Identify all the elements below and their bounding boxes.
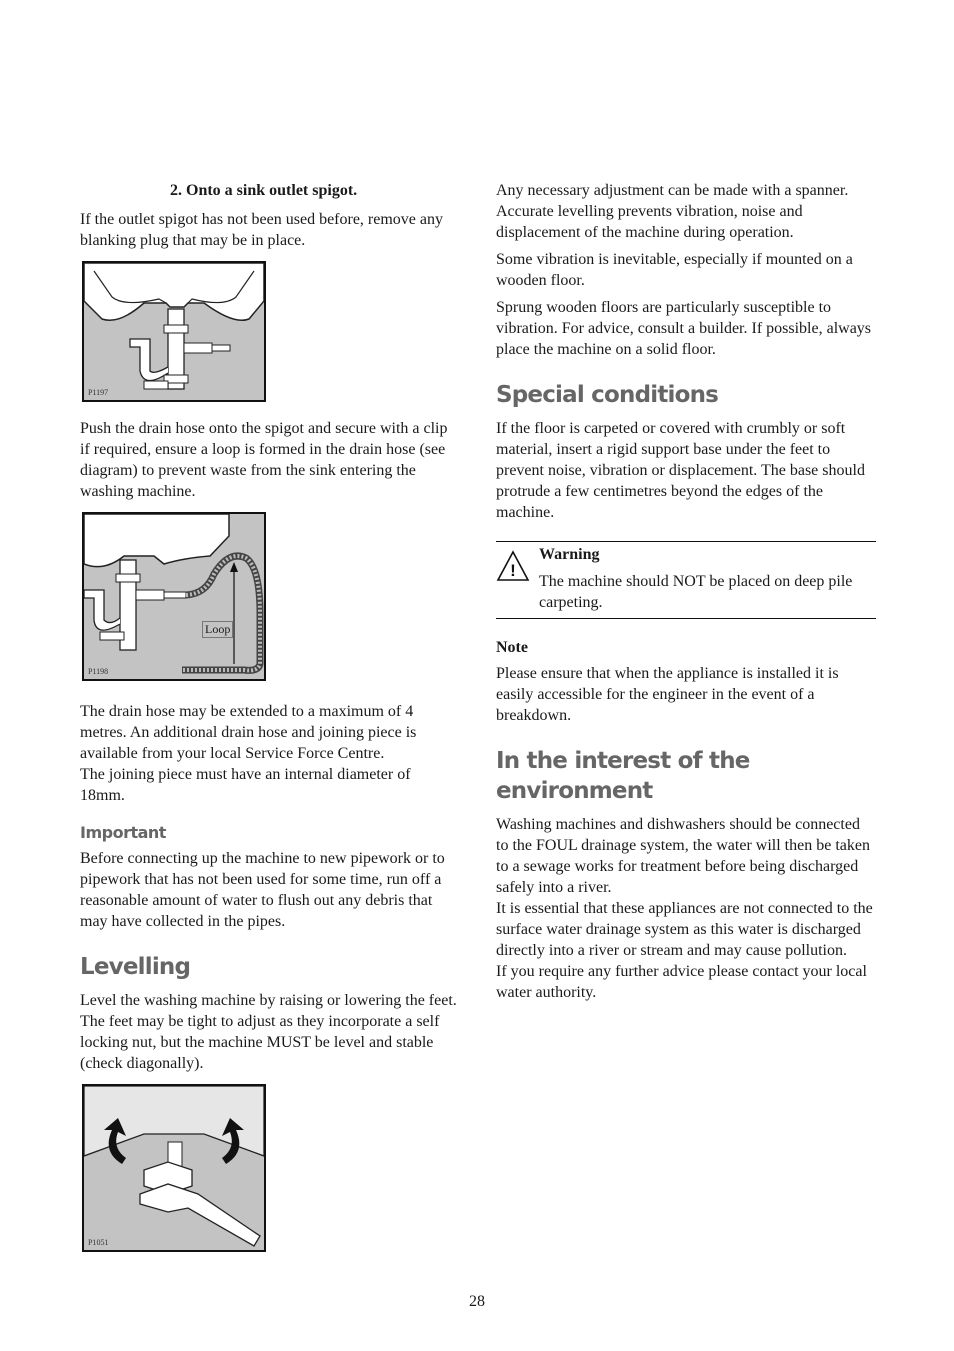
page-number: 28 xyxy=(469,1293,485,1310)
environment-paragraph-2: It is essential that these appliances are not connected to the surface water drainage system as this water is discharged directly into a river or stream and may cause pollution. xyxy=(496,900,873,959)
levelling-figure xyxy=(82,1084,266,1252)
loop-label: Loop xyxy=(202,621,233,638)
drain-loop-illustration xyxy=(84,514,264,679)
warning-triangle-icon xyxy=(496,550,530,582)
environment-heading: In the interest of the environment xyxy=(496,748,750,804)
warning-text: The machine should NOT be placed on deep pile carpeting. xyxy=(539,573,853,611)
drain-loop-figure xyxy=(82,512,266,681)
note-title: Note xyxy=(496,639,528,656)
figure-code: P1197 xyxy=(88,388,109,397)
levelling-heading: Levelling xyxy=(80,954,191,980)
spigot-paragraph: If the outlet spigot has not been used before, remove any blanking plug that may be in place. xyxy=(80,211,443,249)
special-conditions-heading: Special conditions xyxy=(496,382,719,408)
levelling-paragraph: Level the washing machine by raising or lowering the feet. The feet may be tight to adjust as they incorporate a self locking nut, but the machine MUST be level and stable (check diagonally). xyxy=(80,992,457,1072)
figure-code: P1051 xyxy=(88,1238,109,1247)
important-heading: Important xyxy=(80,823,166,842)
note-paragraph: Please ensure that when the appliance is installed it is easily accessible for the engineer in the event of a breakdown. xyxy=(496,665,839,724)
warning-box xyxy=(496,541,876,619)
svg-text:!: ! xyxy=(510,561,516,580)
sink-spigot-figure xyxy=(82,261,266,402)
left-column xyxy=(80,178,458,1252)
warning-title: Warning xyxy=(539,546,600,563)
extend-hose-paragraph: The drain hose may be extended to a maximum of 4 metres. An additional drain hose and joining piece is available from your local Service Force Centre. xyxy=(80,703,417,762)
push-hose-paragraph: Push the drain hose onto the spigot and secure with a clip if required, ensure a loop is formed in the drain hose (see diagram) to prevent waste from the sink entering the washing machine. xyxy=(80,420,448,500)
spanner-foot-illustration xyxy=(84,1086,264,1250)
vibration-paragraph: Some vibration is inevitable, especially if mounted on a wooden floor. xyxy=(496,251,853,289)
sink-spigot-subheading: 2. Onto a sink outlet spigot. xyxy=(170,182,358,199)
environment-paragraph-3: If you require any further advice please contact your local water authority. xyxy=(496,963,867,1001)
sink-trap-illustration xyxy=(84,263,264,400)
sprung-floors-paragraph: Sprung wooden floors are particularly susceptible to vibration. For advice, consult a builder. If possible, always place the machine on a solid floor. xyxy=(496,299,872,358)
figure-code: P1198 xyxy=(88,667,109,676)
joining-piece-paragraph: The joining piece must have an internal diameter of 18mm. xyxy=(80,766,411,804)
special-conditions-paragraph: If the floor is carpeted or covered with crumbly or soft material, insert a rigid support base under the feet to prevent noise, vibration or displacement. The base should protrude a few centimetres beyond the edges of the machine. xyxy=(496,420,865,521)
right-column xyxy=(496,178,876,1009)
important-paragraph: Before connecting up the machine to new pipework or to pipework that has not been used for some time, run off a reasonable amount of water to flush out any debris that may have collected in the pipes. xyxy=(80,850,445,930)
environment-paragraph-1: Washing machines and dishwashers should be connected to the FOUL drainage system, the water will then be taken to a sewage works for treatment before being discharged safely into a river. xyxy=(496,816,870,896)
adjustment-paragraph: Any necessary adjustment can be made with a spanner. Accurate levelling prevents vibration, noise and displacement of the machine during operation. xyxy=(496,182,849,241)
